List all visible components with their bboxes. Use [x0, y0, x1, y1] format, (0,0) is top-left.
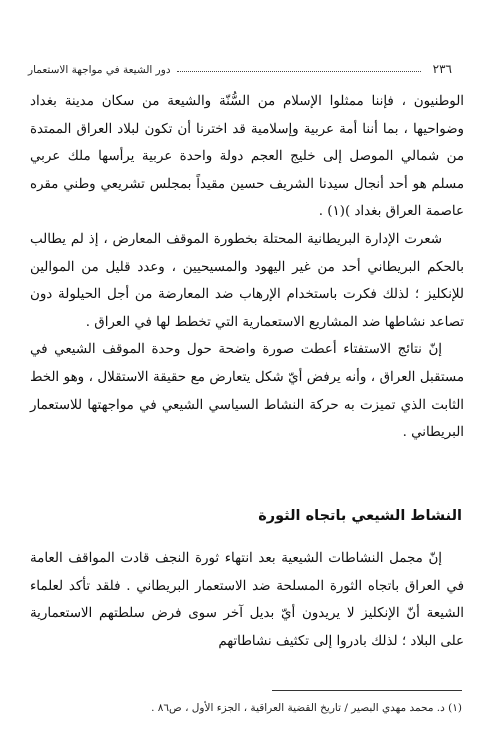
page-number: ٢٣٦ — [432, 62, 452, 76]
running-header — [28, 56, 452, 76]
paragraph-3: إنّ نتائج الاستفتاء أعطت صورة واضحة حول وحدة الموقف الشيعي في مستقبل العراق ، وأنه يرفض أيّ شكل يتعارض مع حقيقة الاستقلال ، وهو الخط الثابت الذي تميزت به حركة النشاط السياسي الشيعي في مواجهتها للاستعمار البريطاني . — [30, 342, 464, 441]
footnote-divider — [272, 690, 462, 691]
paragraph-2: شعرت الإدارة البريطانية المحتلة بخطورة الموقف المعارض ، إذ لم يطالب بالحكم البريطاني أحد من غير اليهود والمسيحيين ، وعدد قليل من الموالين للإنكليز ؛ لذلك فكرت باستخدام الإرهاب ضد المعارضة من أجل الحيلولة دون تصاعد نشاطها ضد المشاريع الاستعمارية التي تخطط لها في العراق . — [30, 231, 464, 330]
body-text — [30, 88, 464, 447]
section-body — [30, 545, 464, 655]
section-paragraph: إنّ مجمل النشاطات الشيعية بعد انتهاء ثورة النجف قادت المواقف العامة في العراق باتجاه الثورة المسلحة ضد الاستعمار البريطاني . فلقد تأكد لعلماء الشيعة أنّ الإنكليز لا يريدون أيّ بديل آخر سوى فرض سلطتهم الاستعمارية على البلاد ؛ لذلك بادروا إلى تكثيف نشاطاتهم — [30, 551, 464, 649]
footnote: (١) د. محمد مهدي البصير / تاريخ القضية العراقية ، الجزء الأول ، ص٨٦ . — [151, 702, 462, 714]
running-title: دور الشيعة في مواجهة الاستعمار — [28, 64, 171, 76]
paragraph-1: الوطنيون ، فإننا ممثلوا الإسلام من السُّنّة والشيعة من سكان مدينة بغداد وضواحيها ، بما أننا أمة عربية وإسلامية قد اخترنا أن تكون لبلاد العراق الممتدة من شمالي الموصل إلى خليج العجم دولة واحدة عربية يرأسها ملك عربي مسلم هو أحد أنجال سيدنا الشريف حسين مقيداً بمجلس تشريعي وطني مقره عاصمة العراق بغداد )(١) . — [30, 94, 464, 220]
section-heading: النشاط الشيعي باتجاه الثورة — [258, 508, 462, 524]
header-dotted-leader — [177, 70, 421, 72]
